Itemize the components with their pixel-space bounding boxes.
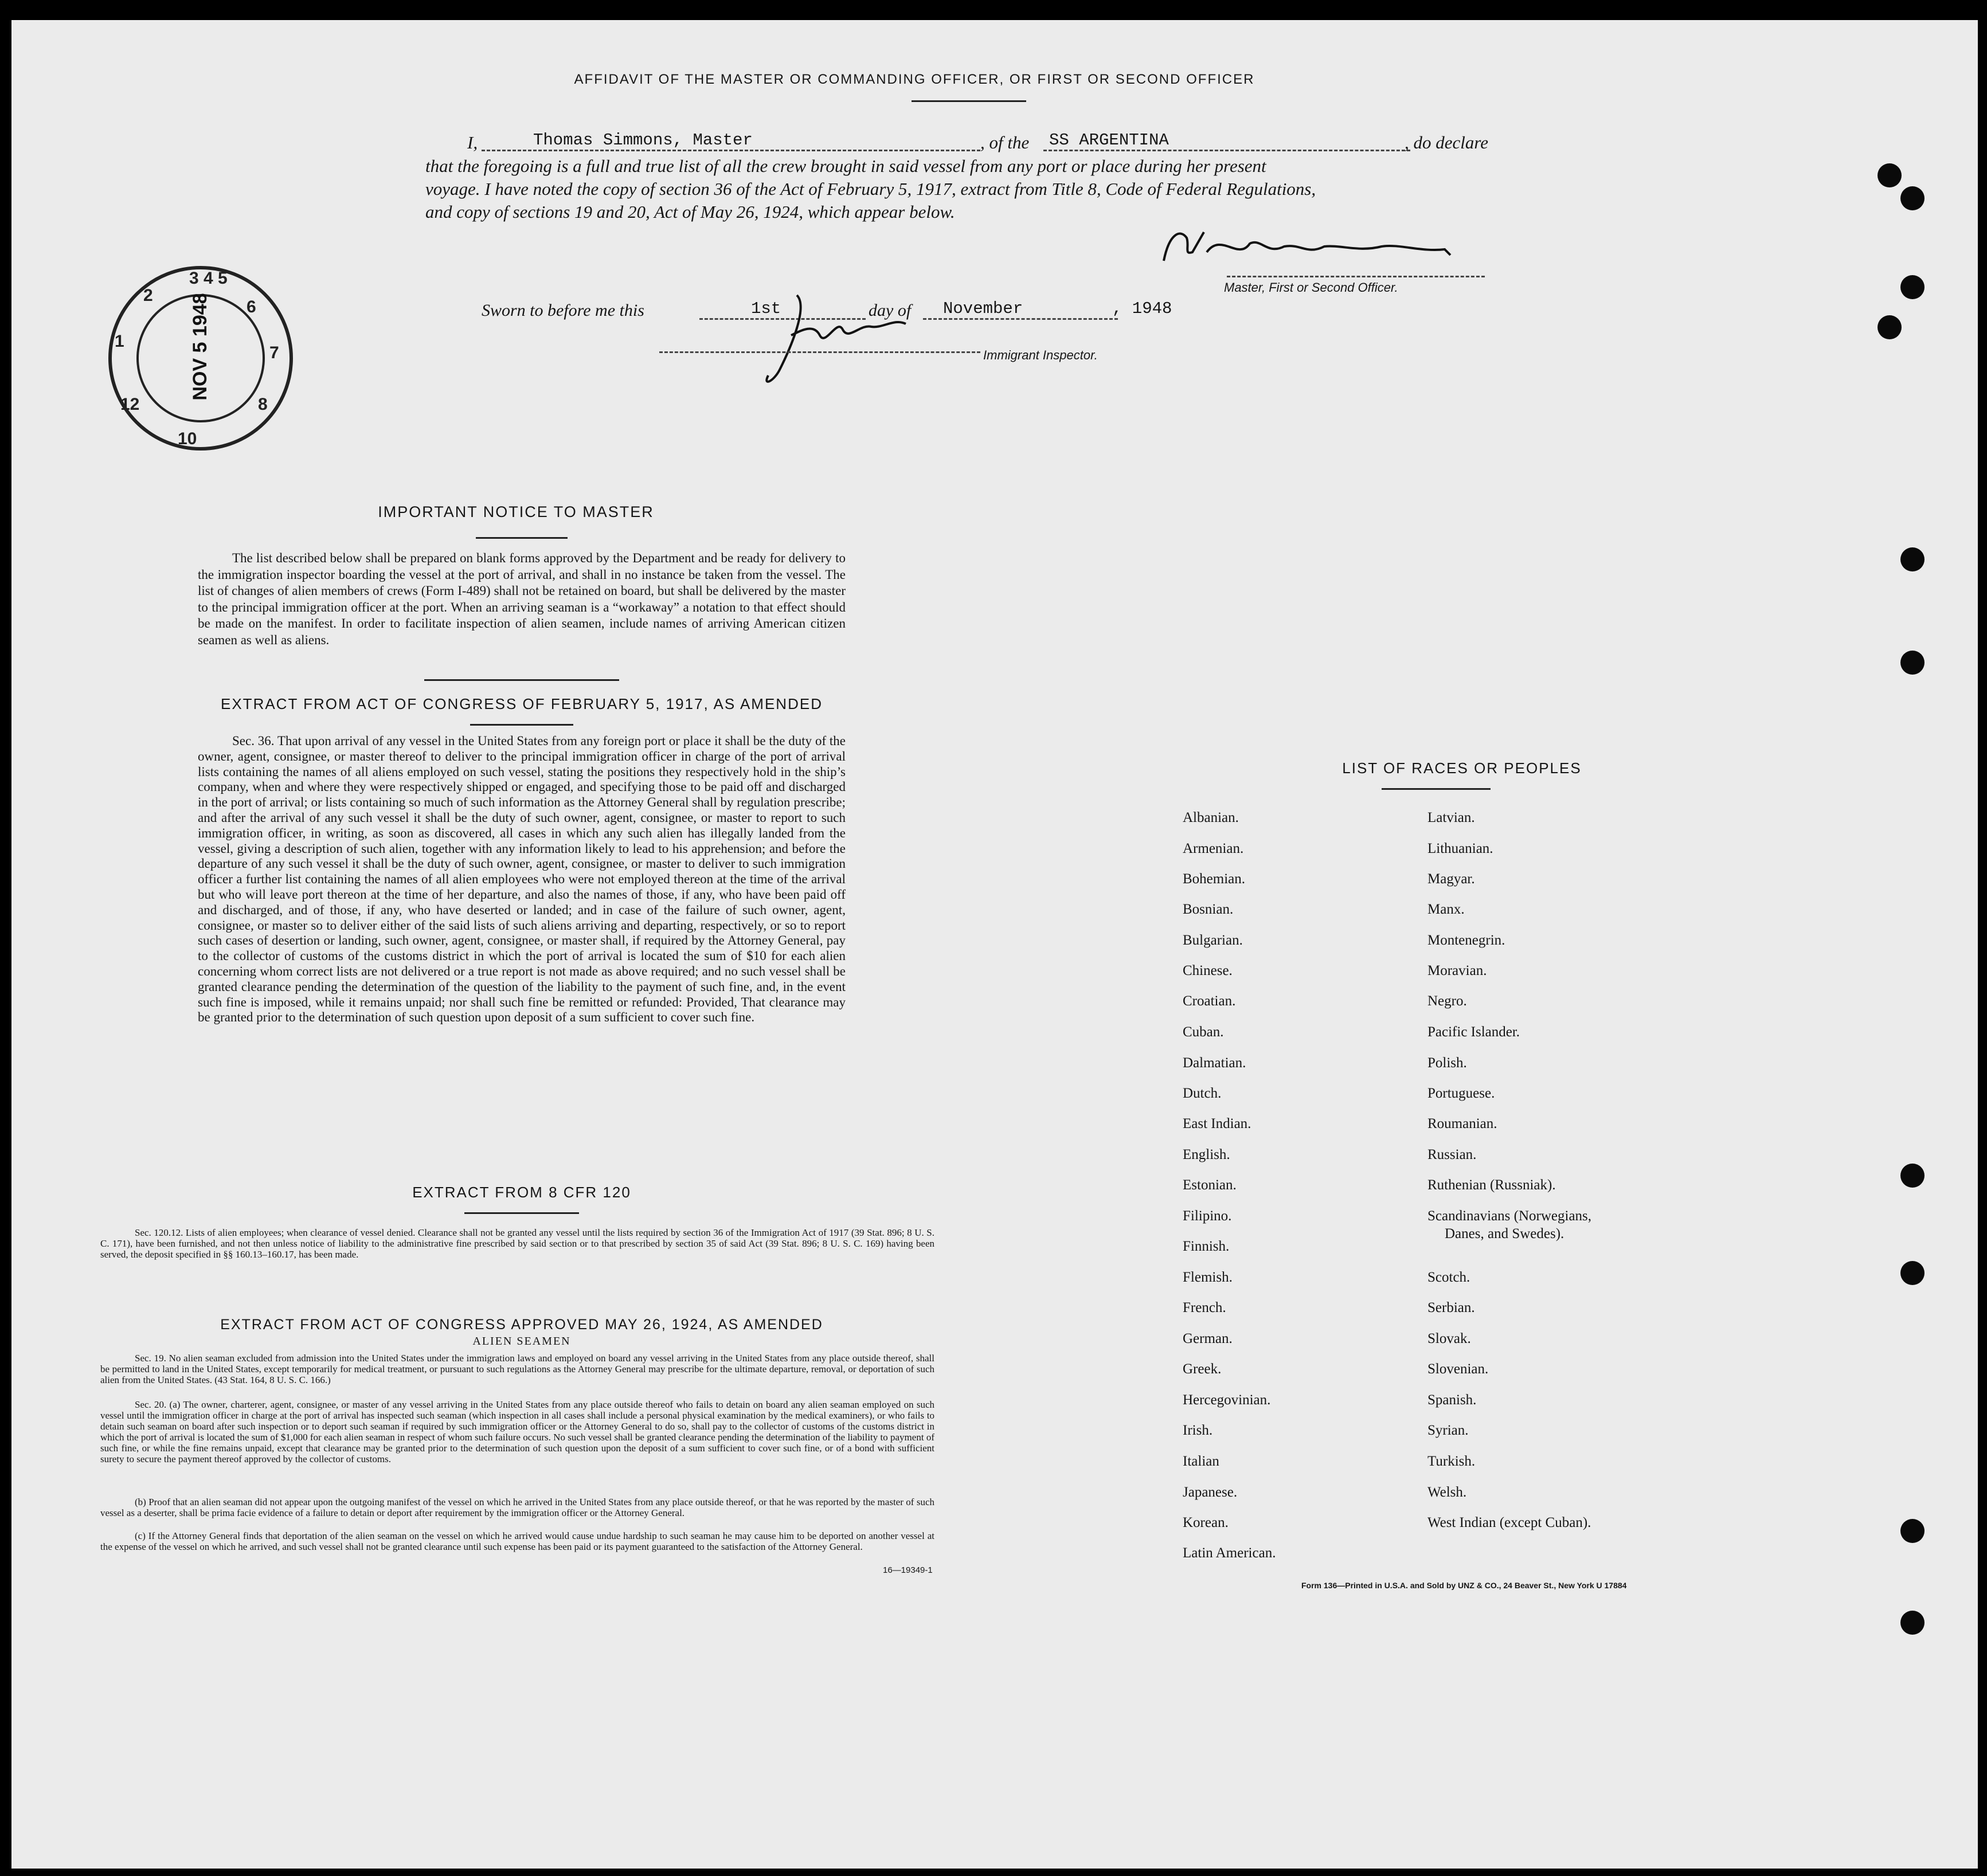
race-item: Albanian. bbox=[1183, 810, 1239, 825]
extract-1917-text: Sec. 36. That upon arrival of any vessel in the United States from any foreign port or place it shall be the duty of the owner, agent, consignee, or master thereof to deliver to the principal immigration officer in charge of the port of arrival lists containing the names of all aliens employed on such vessel, stating the positions they respectively hold in the ship’s company, when and where they were respectively shipped or engaged, and specifying those to be paid off and discharged in the port of arrival; or lists containing so much of such information as the Attorney General shall by regulation prescribe; and after the arrival of any such vessel it shall be the duty of such owner, agent, consignee, or master to report to such immigration officer, in writing, as soon as discovered, all cases in which any such alien has illegally landed from the vessel, giving a description of such alien, together with any information likely to lead to his apprehension; and before the departure of any such vessel it shall be the duty of such owner, agent, consignee, or master to deliver to such immigration officer a further list containing the names of all alien employees who were not employed thereon at the time of the arrival but who will leave port thereon at the time of her departure, and also the names of those, if any, who have been paid off and discharged, and of those, if any, who have deserted or landed; and in case of the failure of such owner, agent, consignee, or master so to deliver either of the said lists of such aliens arriving and departing, respectively, or so to report such cases of desertion or landing, such owner, agent, consignee, or master shall, if required by the Attorney General, pay to the collector of customs of the customs district in which the port of arrival is located the sum of $10 for each alien concerning whom correct lists are not delivered or a true report is not made as above required; and no such vessel shall be granted clearance pending the determination of the question of the liability to the payment of such fine, and, in the event such fine is imposed, while it remains unpaid; nor shall such fine be remitted or refunded: Provided, That clearance may be granted prior to the determination of such question upon deposit of a sum sufficient to cover such fine. bbox=[198, 734, 846, 1025]
cfr-rule bbox=[464, 1212, 579, 1214]
race-item: Bosnian. bbox=[1183, 902, 1234, 917]
svg-text:6: 6 bbox=[247, 297, 256, 316]
races-rule bbox=[1382, 788, 1491, 790]
race-item: Syrian. bbox=[1427, 1423, 1469, 1438]
extract-1917-rule bbox=[470, 724, 573, 726]
race-item: Serbian. bbox=[1427, 1300, 1475, 1315]
notice-text: The list described below shall be prepared on blank forms approved by the Department and be ready for delivery to the immigration inspector boarding the vessel at the port of arrival, and shall in no instance be taken from the vessel. The list of changes of alien members of crews (Form I-489) shall not be retained on board, but shall be delivered by the master to the principal immigration officer at the port. When an arriving seaman is a “workaway” a notation to that effect should be made on the manifest. In order to facilitate inspection of alien seamen, include names of arriving American citizen seamen as well as aliens. bbox=[198, 551, 846, 647]
race-item: Lithuanian. bbox=[1427, 841, 1493, 856]
race-item: Greek. bbox=[1183, 1361, 1222, 1377]
sworn-month-line bbox=[923, 318, 1118, 320]
race-item: Latin American. bbox=[1183, 1545, 1276, 1561]
svg-text:1: 1 bbox=[115, 332, 124, 351]
punch-hole bbox=[1900, 1519, 1925, 1543]
race-item: Korean. bbox=[1183, 1515, 1229, 1530]
sworn-label: Sworn to before me this bbox=[482, 301, 644, 320]
race-item: Latvian. bbox=[1427, 810, 1475, 825]
inspector-signature-line bbox=[659, 351, 980, 353]
extract-1924-sec20c: (c) If the Attorney General finds that deportation of the alien seaman on the vessel on which he arrived would cause undue hardship to such seaman he may cause him to be deported on another vessel at the expense of the vessel on which he arrived, and such vessel shall not be granted clearance until such expense has been paid or its payment guaranteed to the satisfaction of the Attorney General. bbox=[100, 1530, 934, 1552]
race-item: Polish. bbox=[1427, 1055, 1467, 1071]
race-item: Slovak. bbox=[1427, 1331, 1471, 1346]
race-item: Dutch. bbox=[1183, 1086, 1222, 1101]
extract-1924-sec20a: Sec. 20. (a) The owner, charterer, agent, consignee, or master of any vessel arriving in the United States from any place outside thereof who fails to detain on board any alien seaman employed on such vessel until the immigration officer in charge at the port of arrival has inspected such seaman (which inspection in all cases shall include a personal physical examination by the medical examiners), or who fails to detain such seaman on board after such inspection or to deport such seaman if required by such immigration officer or the Attorney General to do so, shall pay to the collector of customs of the customs district in which the port of arrival is located the sum of $1,000 for each alien seaman in respect of whom such failure occurs. No such vessel shall be granted clearance pending the determination of the liability to payment of such fine, or while the fine remains unpaid, except that clearance may be granted prior to the determination of such question upon the deposit of a sum sufficient to cover such fine, or of a bond with sufficient surety to secure the payment thereof approved by the collector of customs. bbox=[100, 1399, 934, 1464]
race-item: Finnish. bbox=[1183, 1239, 1230, 1254]
race-item: Roumanian. bbox=[1427, 1116, 1497, 1131]
race-item: Magyar. bbox=[1427, 871, 1475, 887]
sworn-day-field: 1st bbox=[751, 299, 781, 318]
punch-hole bbox=[1900, 186, 1925, 210]
punch-hole bbox=[1900, 1611, 1925, 1635]
sworn-month-field: November bbox=[943, 299, 1023, 318]
master-name-field: Thomas Simmons, Master bbox=[533, 131, 753, 150]
notice-title: IMPORTANT NOTICE TO MASTER bbox=[378, 503, 654, 520]
race-item: Ruthenian (Russniak). bbox=[1427, 1177, 1556, 1193]
race-item: Slovenian. bbox=[1427, 1361, 1489, 1377]
extract-1924-sec20b: (b) Proof that an alien seaman did not appear upon the outgoing manifest of the vessel on which he arrived in the United States from any place outside thereof, or that he was reported by the master of such vessel as a deserter, shall be prima facie evidence of a failure to detain or deport after requirement by the immigration officer or the Attorney General. bbox=[100, 1497, 934, 1518]
race-item: Portuguese. bbox=[1427, 1086, 1495, 1101]
stamp-date: NOV 5 1948 bbox=[189, 293, 211, 401]
race-item: Chinese. bbox=[1183, 963, 1233, 978]
race-item: Estonian. bbox=[1183, 1177, 1237, 1193]
document-page bbox=[11, 20, 1978, 1869]
race-item: East Indian. bbox=[1183, 1116, 1251, 1131]
i-label: I, bbox=[467, 132, 478, 152]
race-item: Filipino. bbox=[1183, 1208, 1232, 1224]
master-name-line bbox=[482, 150, 980, 151]
race-item: Hercegovinian. bbox=[1183, 1392, 1271, 1408]
master-signature-line bbox=[1227, 276, 1485, 277]
vessel-name-field: SS ARGENTINA bbox=[1049, 131, 1169, 150]
notice-bottom-rule bbox=[424, 679, 619, 681]
race-item: English. bbox=[1183, 1147, 1230, 1162]
race-item: Pacific Islander. bbox=[1427, 1024, 1520, 1040]
race-item: Flemish. bbox=[1183, 1270, 1233, 1285]
race-item: Armenian. bbox=[1183, 841, 1244, 856]
extract-1924-sec19: Sec. 19. No alien seaman excluded from admission into the United States under the immigration laws and employed on board any vessel arriving in the United States from any place outside thereof, shall be permitted to land in the United States, except temporarily for medical treatment, or pursuant to such regulations as the Attorney General may prescribe for the ultimate departure, removal, or deportation of such alien from the United States. (43 Stat. 164, 8 U. S. C. 166.) bbox=[100, 1353, 934, 1385]
affidavit-body-line-1: that the foregoing is a full and true list of all the crew brought in said vessel from any port or place during her present bbox=[425, 156, 1266, 176]
affidavit-body-line-2: voyage. I have noted the copy of section 36 of the Act of February 5, 1917, extract from Title 8, Code of Federal Regulations, bbox=[425, 179, 1316, 199]
extract-1924-title: EXTRACT FROM ACT OF CONGRESS APPROVED MAY 26, 1924, AS AMENDED bbox=[220, 1317, 823, 1333]
race-item: French. bbox=[1183, 1300, 1226, 1315]
punch-hole bbox=[1878, 315, 1902, 339]
race-item: Montenegrin. bbox=[1427, 933, 1505, 948]
svg-text:12: 12 bbox=[120, 395, 140, 414]
cfr-title: EXTRACT FROM 8 CFR 120 bbox=[412, 1184, 631, 1201]
punch-hole bbox=[1878, 163, 1902, 187]
race-item: Moravian. bbox=[1427, 963, 1487, 978]
race-item: Irish. bbox=[1183, 1423, 1213, 1438]
svg-text:7: 7 bbox=[269, 343, 279, 362]
race-item: Manx. bbox=[1427, 902, 1465, 917]
race-item: German. bbox=[1183, 1331, 1233, 1346]
race-item: Scotch. bbox=[1427, 1270, 1470, 1285]
race-item: Bulgarian. bbox=[1183, 933, 1243, 948]
race-item: Spanish. bbox=[1427, 1392, 1477, 1408]
inspector-caption: Immigrant Inspector. bbox=[983, 348, 1098, 362]
extract-1924-subtitle: ALIEN SEAMEN bbox=[472, 1335, 571, 1348]
title-underline bbox=[912, 100, 1026, 102]
form-footer: Form 136—Printed in U.S.A. and Sold by UNZ & CO., 24 Beaver St., New York U 17884 bbox=[1301, 1581, 1627, 1590]
race-item: Italian bbox=[1183, 1454, 1219, 1469]
race-item: Russian. bbox=[1427, 1147, 1477, 1162]
of-the-label: , of the bbox=[980, 132, 1030, 152]
race-item: Japanese. bbox=[1183, 1485, 1238, 1500]
punch-hole bbox=[1900, 1261, 1925, 1285]
vessel-line bbox=[1043, 150, 1410, 151]
punch-hole bbox=[1900, 651, 1925, 675]
date-stamp bbox=[103, 261, 298, 456]
inspector-signature bbox=[757, 284, 929, 398]
sworn-year-field: , 1948 bbox=[1112, 299, 1172, 318]
race-item: Croatian. bbox=[1183, 993, 1236, 1009]
affidavit-body-line-3: and copy of sections 19 and 20, Act of May 26, 1924, which appear below. bbox=[425, 202, 955, 222]
day-of-label: day of bbox=[869, 301, 912, 320]
races-title: LIST OF RACES OR PEOPLES bbox=[1342, 759, 1582, 777]
svg-text:2: 2 bbox=[143, 286, 153, 305]
race-item: Dalmatian. bbox=[1183, 1055, 1246, 1071]
declare-label: , do declare bbox=[1405, 132, 1489, 152]
race-item: Welsh. bbox=[1427, 1485, 1467, 1500]
svg-text:3 4 5: 3 4 5 bbox=[189, 269, 228, 288]
svg-text:10: 10 bbox=[178, 429, 197, 448]
svg-text:8: 8 bbox=[258, 395, 268, 414]
form-code: 16—19349-1 bbox=[883, 1565, 933, 1575]
punch-hole bbox=[1900, 1164, 1925, 1188]
race-item: Scandinavians (Norwegians, bbox=[1427, 1208, 1592, 1224]
punch-hole bbox=[1900, 547, 1925, 571]
master-signature-caption: Master, First or Second Officer. bbox=[1224, 280, 1398, 295]
punch-hole bbox=[1900, 275, 1925, 299]
race-item: Turkish. bbox=[1427, 1454, 1476, 1469]
cfr-text: Sec. 120.12. Lists of alien employees; when clearance of vessel denied. Clearance shall not be granted any vessel until the lists required by section 36 of the Immigration Act of 1917 (39 Stat. 896; 8 U. S. C. 171), have been furnished, and not then unless notice of liability to the administrative fine prescribed by said section or to that prescribed by section 35 of said Act (39 Stat. 896; 8 U. S. C. 169) having been served, the deposit specified in §§ 160.13–160.17, has been made. bbox=[100, 1227, 934, 1260]
master-signature bbox=[1152, 221, 1462, 278]
race-item: Danes, and Swedes). bbox=[1445, 1226, 1564, 1241]
race-item: Cuban. bbox=[1183, 1024, 1224, 1040]
race-item: Bohemian. bbox=[1183, 871, 1246, 887]
extract-1917-title: EXTRACT FROM ACT OF CONGRESS OF FEBRUARY 5, 1917, AS AMENDED bbox=[221, 695, 823, 712]
race-item: Negro. bbox=[1427, 993, 1467, 1009]
notice-rule bbox=[476, 537, 568, 539]
race-item: West Indian (except Cuban). bbox=[1427, 1515, 1591, 1530]
affidavit-title: AFFIDAVIT OF THE MASTER OR COMMANDING OFFICER, OR FIRST OR SECOND OFFICER bbox=[574, 72, 1255, 87]
